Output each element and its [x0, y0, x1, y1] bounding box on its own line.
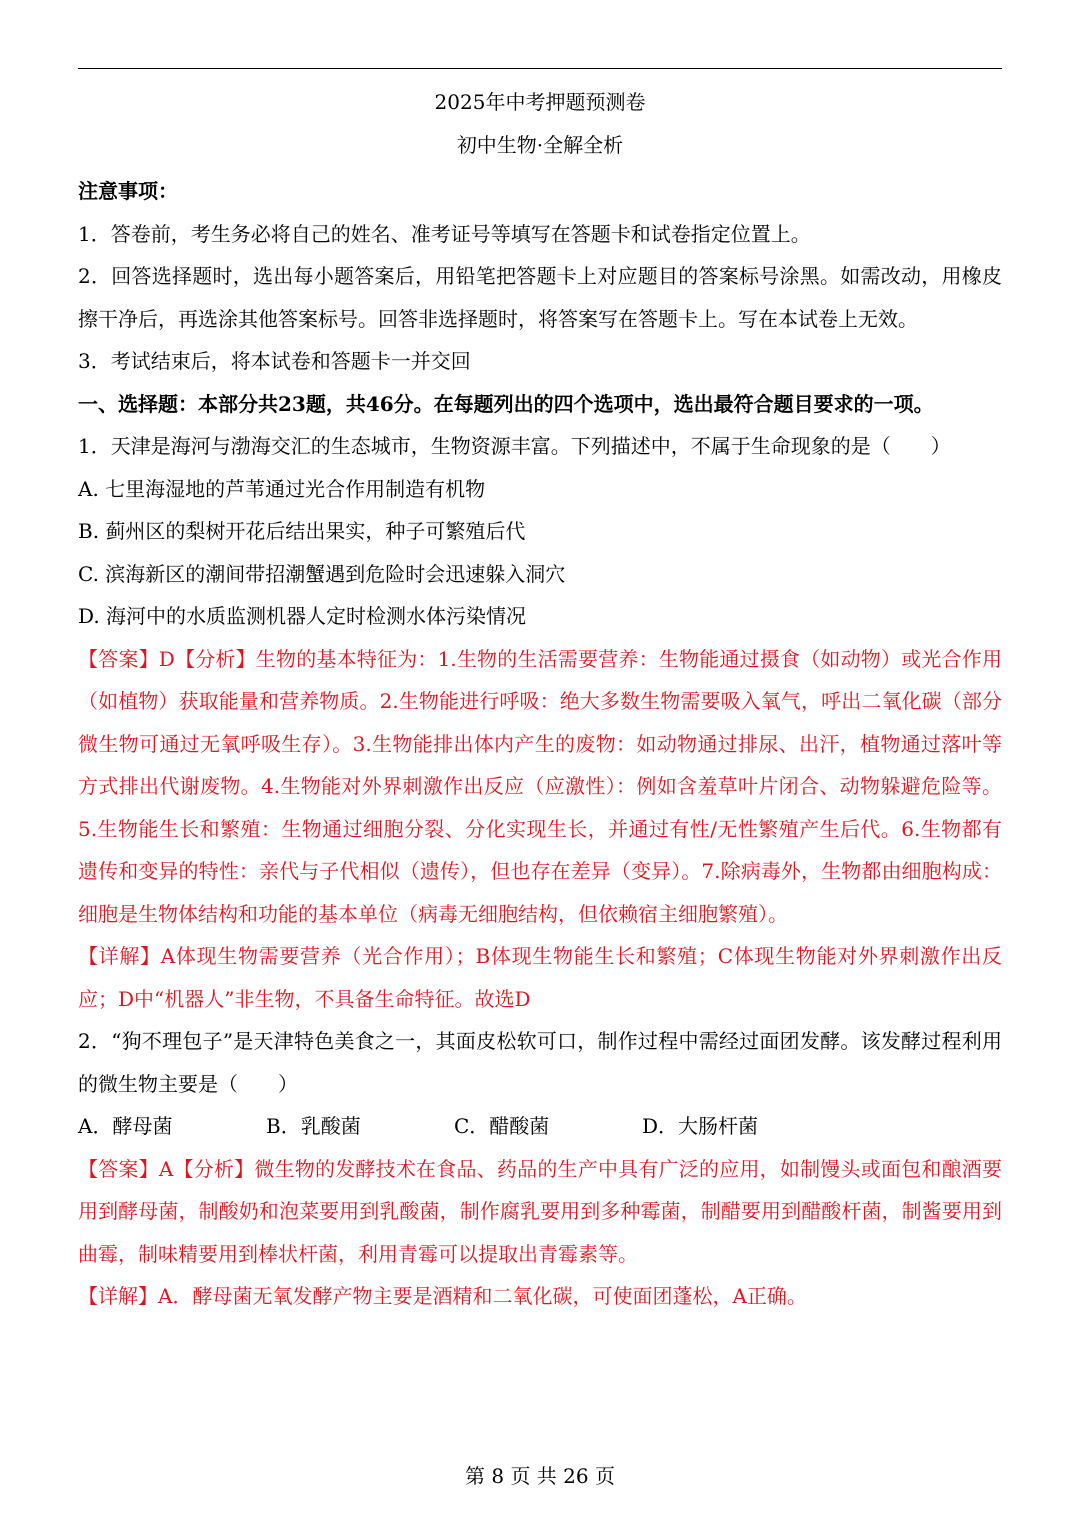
paper-subtitle: 初中生物·全解全析 — [456, 133, 624, 157]
note-item-1: 1．答卷前，考生务必将自己的姓名、准考证号等填写在答题卡和试卷指定位置上。 — [78, 221, 811, 246]
question-2-option-b: B．乳酸菌 — [266, 1114, 361, 1138]
question-2-options — [78, 1105, 1002, 1148]
question-2-option-d: D．大肠杆菌 — [642, 1114, 759, 1138]
question-1-option-a: A. 七里海湿地的芦苇通过光合作用制造有机物 — [78, 476, 486, 501]
note-item-2: 2．回答选择题时，选出每小题答案后，用铅笔把答题卡上对应题目的答案标号涂黑。如需改动，用橡皮擦干净后，再选涂其他答案标号。回答非选择题时，将答案写在答题卡上。写在本试卷上无效。 — [78, 264, 1002, 331]
question-2-option-a: A．酵母菌 — [78, 1114, 173, 1138]
question-1-answer: 【答案】D【分析】生物的基本特征为：1.生物的生活需要营养：生物能通过摄食（如动物）或光合作用（如植物）获取能量和营养物质。2.生物能进行呼吸：绝大多数生物需要吸入氧气，呼出二氧化碳（部分微生物可通过无氧呼吸生存）。3.生物能排出体内产生的废物：如动物通过排尿、出汗，植物通过落叶等方式排出代谢废物。4.生物能对外界刺激作出反应（应激性）：例如含羞草叶片闭合、动物躲避危险等。5.生物能生长和繁殖：生物通过细胞分裂、分化实现生长，并通过有性/无性繁殖产生后代。6.生物都有遗传和变异的特性：亲代与子代相似（遗传），但也存在差异（变异）。7.除病毒外，生物都由细胞构成：细胞是生物体结构和功能的基本单位（病毒无细胞结构，但依赖宿主细胞繁殖）。 — [78, 646, 1002, 926]
question-1-detail: 【详解】A体现生物需要营养（光合作用）；B体现生物能生长和繁殖；C体现生物能对外界刺激作出反应；D中“机器人”非生物，不具备生命特征。故选D — [78, 944, 1002, 1011]
document-body — [78, 170, 1002, 1318]
question-1-option-c: C. 滨海新区的潮间带招潮蟹遇到危险时会迅速躲入洞穴 — [78, 561, 566, 586]
question-2-stem: 2．“狗不理包子”是天津特色美食之一，其面皮松软可口，制作过程中需经过面团发酵。该发酵过程利用的微生物主要是（ ） — [78, 1029, 1002, 1096]
question-1-stem: 1．天津是海河与渤海交汇的生态城市，生物资源丰富。下列描述中，不属于生命现象的是（ ） — [78, 434, 951, 458]
question-1-option-d: D. 海河中的水质监测机器人定时检测水体污染情况 — [78, 604, 527, 628]
paper-title: 2025年中考押题预测卷 — [434, 90, 646, 114]
question-1-option-b: B. 蓟州区的梨树开花后结出果实，种子可繁殖后代 — [78, 519, 526, 543]
section-heading: 一、选择题：本部分共23题，共46分。在每题列出的四个选项中，选出最符合题目要求的一项。 — [78, 391, 934, 416]
question-2-option-c: C．醋酸菌 — [454, 1114, 550, 1138]
header-rule — [78, 68, 1002, 69]
page-number: 第 8 页 共 26 页 — [465, 1464, 615, 1488]
notes-heading: 注意事项： — [78, 179, 178, 203]
question-2-answer: 【答案】A【分析】微生物的发酵技术在食品、药品的生产中具有广泛的应用，如制馒头或面包和酿酒要用到酵母菌，制酸奶和泡菜要用到乳酸菌，制作腐乳要用到多种霉菌，制醋要用到醋酸杆菌，制酱要用到曲霉，制味精要用到棒状杆菌，利用青霉可以提取出青霉素等。 — [78, 1156, 1002, 1266]
note-item-3: 3．考试结束后，将本试卷和答题卡一并交回 — [78, 349, 471, 373]
question-2-detail: 【详解】A．酵母菌无氧发酵产物主要是酒精和二氧化碳，可使面团蓬松，A正确。 — [78, 1284, 807, 1308]
